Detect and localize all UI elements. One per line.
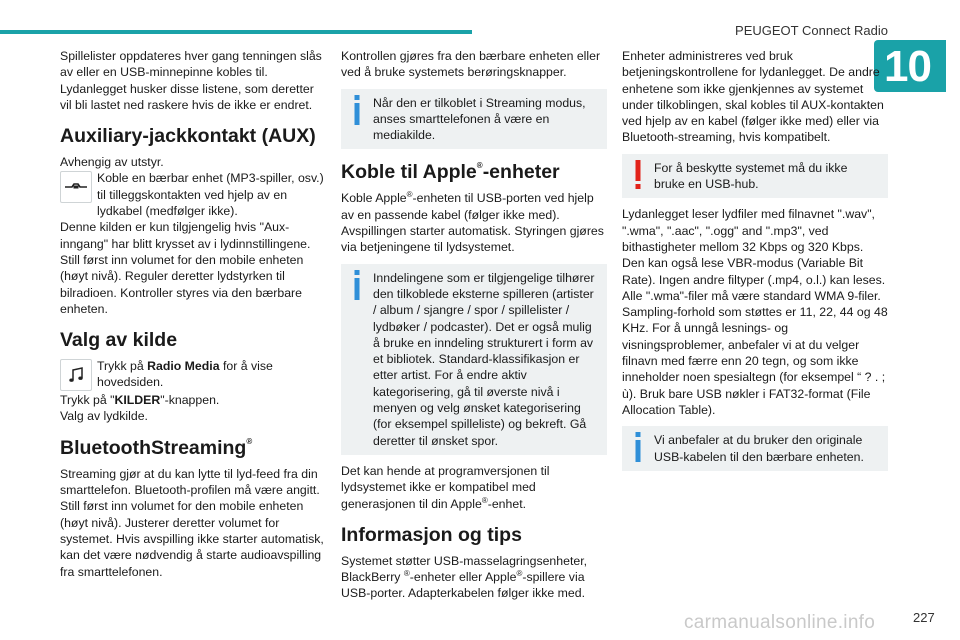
sources-button-label: KILDER bbox=[114, 393, 161, 408]
usb-hub-warning bbox=[622, 154, 888, 199]
streaming-info-text: Når den er tilkoblet i Streaming modus, anses smarttelefonen å være en mediakilde. bbox=[373, 95, 586, 143]
apple-connect-text: Koble Apple®-enheten til USB-porten ved hjelp av en passende kabel (følger ikke med). Avspillingen starter automatisk. Styringen gjøres via betjeningene til lydsystemet. bbox=[341, 190, 604, 255]
radio-media-post: for å vise hovedsiden. bbox=[97, 359, 273, 390]
chapter-number: 10 bbox=[884, 42, 931, 91]
header-accent-bar bbox=[0, 30, 472, 34]
streaming-info-note bbox=[341, 89, 607, 150]
usb-cable-note-text: Vi anbefaler at du bruker den originale USB-kabelen til den bærbare enheten. bbox=[654, 433, 864, 464]
info-tips-heading: Informasjon og tips bbox=[341, 523, 522, 546]
apple-compat-text: Det kan hende at programversjonen til lydsystemet ikke er kompatibel med generasjonen til din Apple®-enhet. bbox=[341, 463, 550, 511]
info-tips-text: Systemet støtter USB-masselagringsenheter, BlackBerry ®-enheter eller Apple®-spillere via USB-porter. Adapterkabelen følger ikke med. bbox=[341, 553, 588, 601]
usb-cable-note bbox=[622, 426, 888, 471]
bluetooth-streaming-heading: BluetoothStreaming® bbox=[60, 436, 253, 459]
column-2 bbox=[341, 48, 607, 602]
aux-instruction-text: Koble en bærbar enhet (MP3-spiller, osv.) til tilleggskontakten ved hjelp av en lydkabel (medfølger ikke). bbox=[97, 171, 324, 219]
aux-details: Denne kilden er kun tilgjengelig hvis "Aux-inngang" har blitt krysset av i lydinnstillingene. Still først inn volumet for den mobile enheten (høyt nivå). Reguler deretter lydstyrken til bilradioen. Kontroller styres via den bærbare enheten. bbox=[60, 220, 311, 316]
column-1 bbox=[60, 48, 324, 580]
page-number: 227 bbox=[913, 610, 935, 625]
info-icon bbox=[351, 270, 363, 300]
bluetooth-streaming-text: Streaming gjør at du kan lytte til lyd-feed fra din smarttelefon. Bluetooth-profilen må være angitt. Still først inn volumet for den mobile enheten (høyt nivå). Justerer deretter volumet for systemet. Hvis avspilling ikke starter automatisk, kan det være nødvendig å starte audioavspilling fra smarttelefonen. bbox=[60, 466, 324, 579]
watermark: carmanualsonline.info bbox=[684, 612, 876, 633]
header-title: PEUGEOT Connect Radio bbox=[735, 23, 888, 38]
music-note-icon bbox=[60, 359, 92, 391]
categories-info-text: Inndelingene som er tilgjengelige tilhører den tilkoblede eksterne spilleren (artister / album / sjangre / spor / spillelister / lydbøker / podcaster). Det er også mulig å bruke en inndeling strukturert i form av et bibliotek. Standard-klassifikasjon er etter artist. For å endre aktiv kategorisering, gå til øverste nivå i menyen og velg ønsket kategorisering (for eksempel spilleliste) og bekreft. Gå deretter til ønsket spor. bbox=[373, 270, 595, 448]
sources-button-instruction: Trykk på "KILDER"-knappen. bbox=[60, 393, 220, 408]
aux-plug-icon bbox=[60, 171, 92, 203]
aux-equipment-note: Avhengig av utstyr. bbox=[60, 155, 164, 170]
apple-heading: Koble til Apple®-enheter bbox=[341, 161, 560, 184]
warning-icon bbox=[632, 160, 644, 190]
source-selection-heading: Valg av kilde bbox=[60, 329, 178, 352]
control-intro: Kontrollen gjøres fra den bærbare enheten eller ved å bruke systemets berøringsknapper. bbox=[341, 49, 601, 80]
info-icon bbox=[351, 95, 363, 125]
column-3 bbox=[622, 48, 888, 479]
usb-hub-warning-text: For å beskytte systemet må du ikke bruke en USB-hub. bbox=[654, 160, 848, 192]
aux-instruction bbox=[60, 170, 324, 219]
info-icon bbox=[632, 432, 644, 462]
radio-media-instruction bbox=[60, 358, 324, 392]
device-management-text: Enheter administreres ved bruk betjeningskontrollene for lydanlegget. De andre enhetene som ikke gjenkjennes av systemet under tilkoblingen, skal kobles til AUX-kontakten ved hjelp av en kabel (følger ikke med) eller via Bluetooth-streaming, hvis kompatibelt. bbox=[622, 49, 884, 145]
audio-source-choice: Valg av lydkilde. bbox=[60, 409, 148, 424]
categories-info-note bbox=[341, 264, 607, 455]
playlist-intro: Spillelister oppdateres hver gang tenningen slås av eller en USB-minnepinne kobles til. Lydanlegget husker disse listene, som deretter vil bli lastet ned raskere hvis de ikke er endret. bbox=[60, 49, 322, 112]
aux-heading: Auxiliary-jackkontakt (AUX) bbox=[60, 125, 316, 148]
radio-media-pre: Trykk på bbox=[97, 359, 148, 374]
file-format-text: Lydanlegget leser lydfiler med filnavnet ".wav", ".wma", ".aac", ".ogg" and ".mp3", ved bithastigheter mellom 32 Kbps og 320 Kbps. Den kan også lese VBR-modus (Variable Bit Rate). Ingen andre filtyper (.mp4, o.l.) kan leses. Alle ".wma"-filer må være standard WMA 9-filer. Sampling-forhold som støttes er 11, 22, 44 og 48 KHz. For å unngå lesnings- og visningsproblemer, anbefaler vi at du velger filnavn med færre enn 20 tegn, og som ikke inneholder noen spesialtegn (for eksempel “ ? . ; ù). Bruk bare USB nøkler i FAT32-format (File Allocation Table). bbox=[622, 207, 888, 417]
radio-media-label: Radio Media bbox=[147, 359, 220, 374]
